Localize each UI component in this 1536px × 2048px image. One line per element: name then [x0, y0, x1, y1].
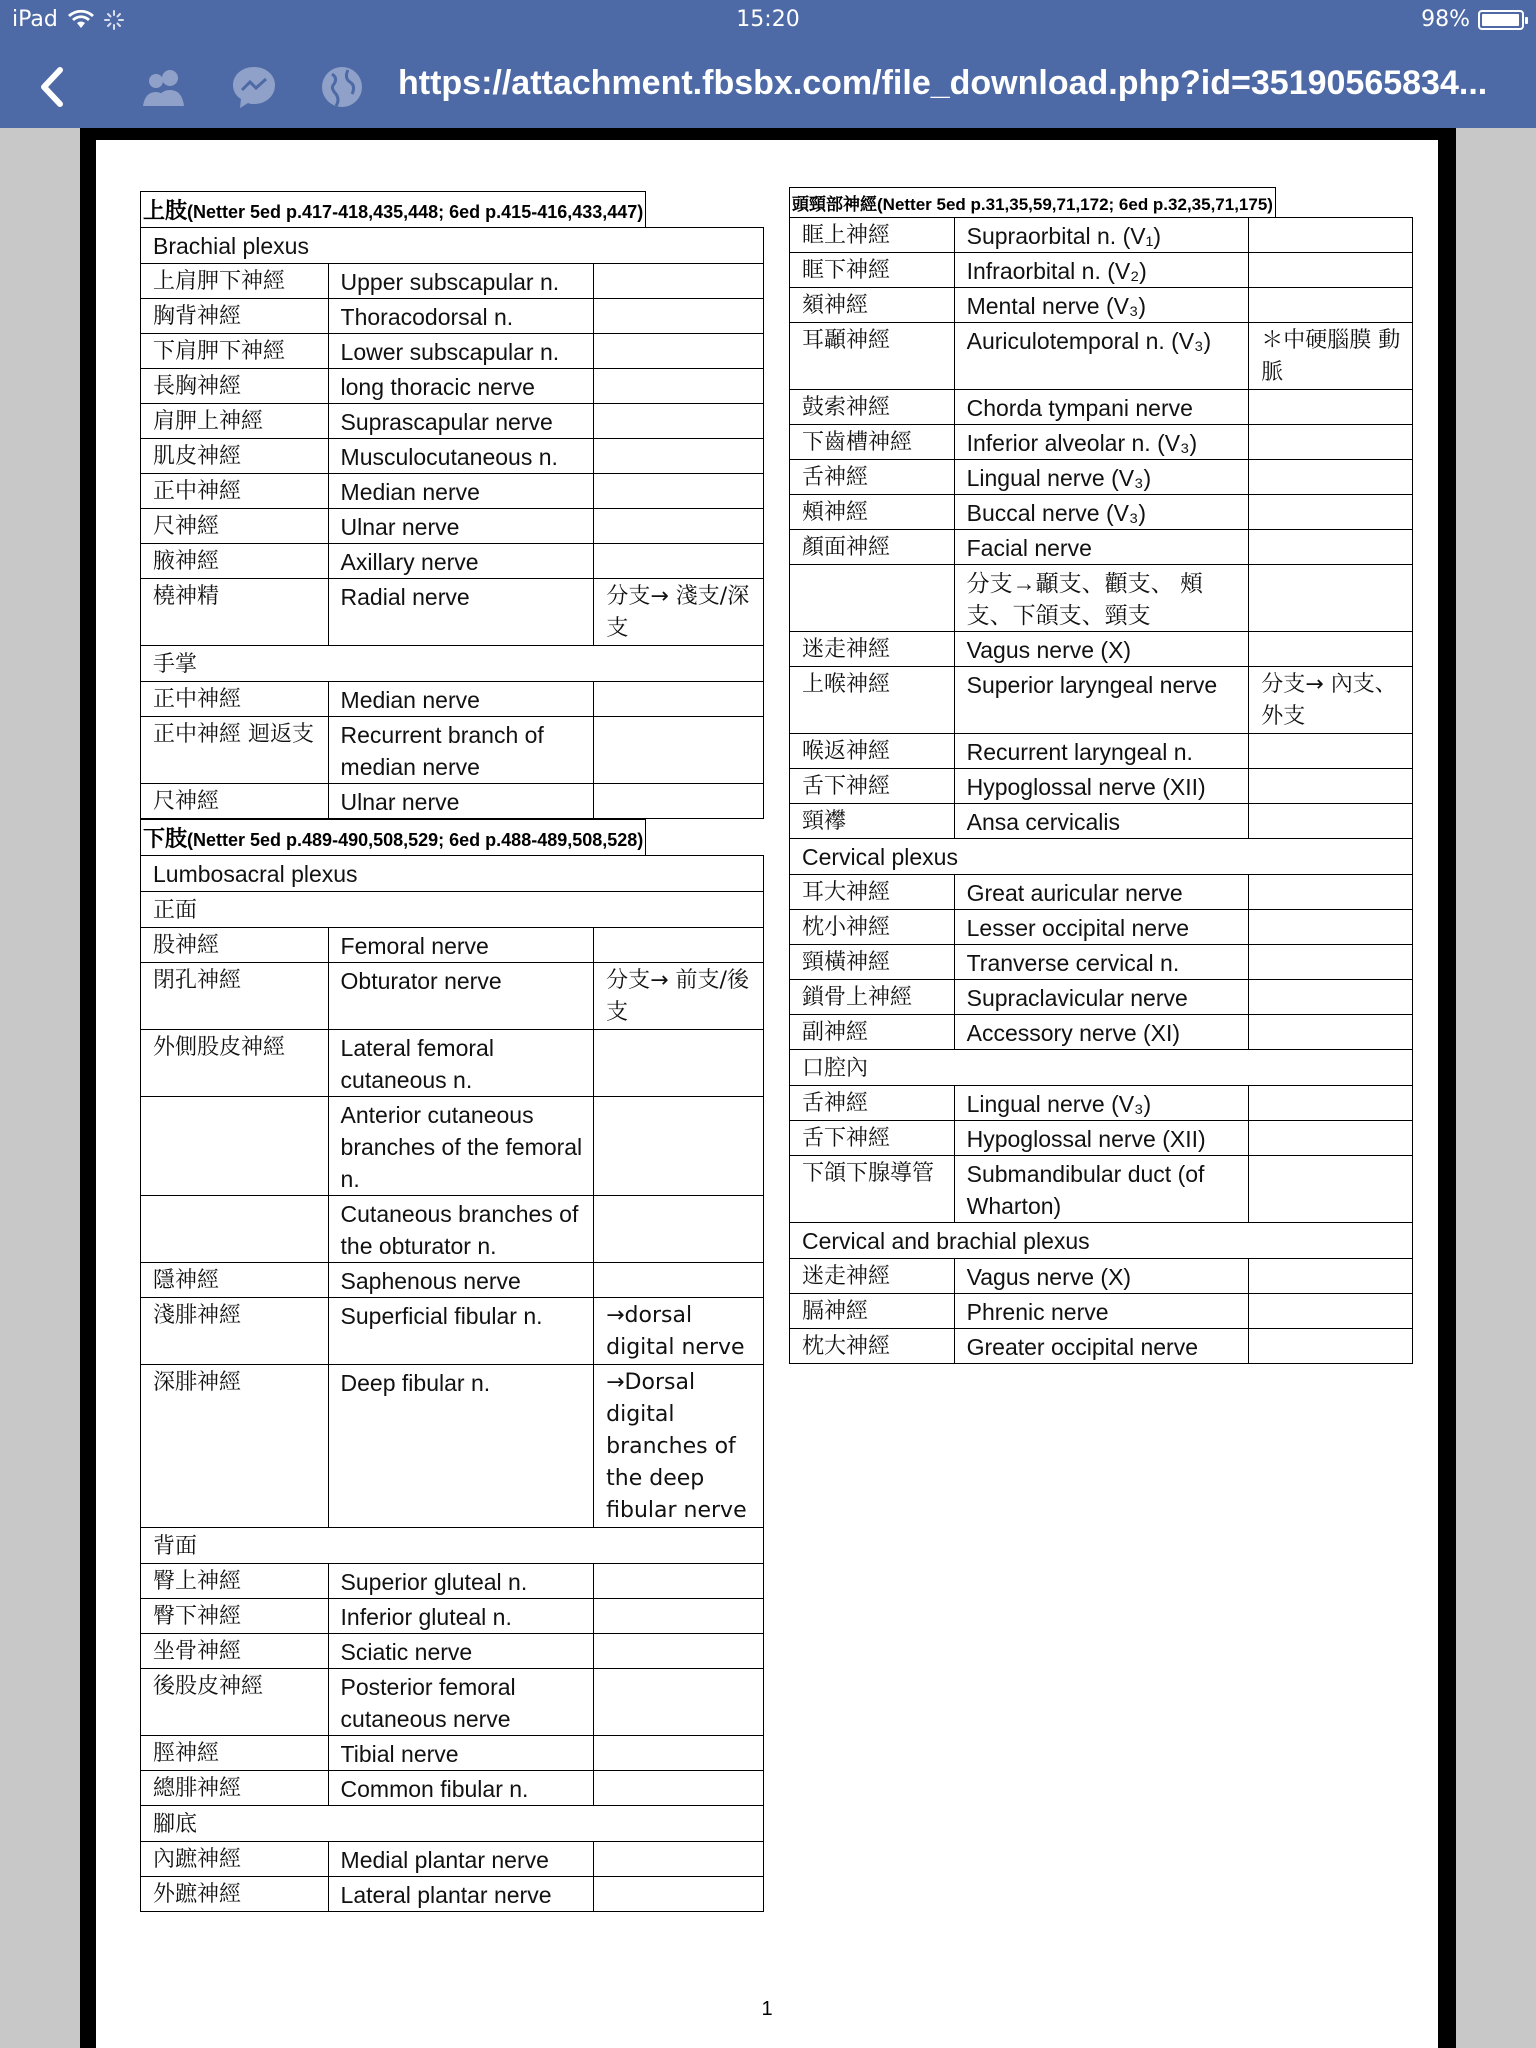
chinese-name-cell: 淺腓神經 [141, 1298, 329, 1365]
chinese-name-cell: 迷走神經 [790, 1259, 955, 1294]
table-row [141, 892, 764, 928]
note-cell: 分支→ 淺支/深支 [594, 579, 764, 646]
english-name-cell: Saphenous nerve [328, 1263, 594, 1298]
chinese-name-cell: 鎖骨上神經 [790, 980, 955, 1015]
chinese-name-cell: 枕大神經 [790, 1329, 955, 1364]
chinese-name-cell: 膈神經 [790, 1294, 955, 1329]
table-row [790, 288, 1413, 323]
english-name-cell: Recurrent branch of median nerve [328, 717, 594, 784]
chinese-name-cell: 肌皮神經 [141, 439, 329, 474]
table-row [141, 646, 764, 682]
english-name-cell: Obturator nerve [328, 963, 594, 1030]
english-name-cell: Sciatic nerve [328, 1634, 594, 1669]
chinese-name-cell: 舌神經 [790, 460, 955, 495]
note-cell [594, 1263, 764, 1298]
note-cell [1249, 565, 1413, 632]
table-row [790, 632, 1413, 667]
left-column [140, 191, 764, 1912]
table-row [790, 804, 1413, 839]
table-row [141, 264, 764, 299]
browser-nav [0, 54, 1536, 120]
note-cell [594, 1097, 764, 1196]
section-label: Cervical plexus [790, 839, 1413, 875]
chinese-name-cell: 眶上神經 [790, 218, 955, 253]
note-cell [1249, 495, 1413, 530]
note-cell [1249, 1086, 1413, 1121]
chinese-name-cell: 副神經 [790, 1015, 955, 1050]
english-name-cell: long thoracic nerve [328, 369, 594, 404]
status-right [1421, 7, 1524, 32]
chinese-name-cell: 脛神經 [141, 1736, 329, 1771]
note-cell [1249, 460, 1413, 495]
top-bar [0, 0, 1536, 128]
table-row [790, 253, 1413, 288]
chinese-name-cell: 枕小神經 [790, 910, 955, 945]
english-name-cell: Ulnar nerve [328, 784, 594, 819]
english-name-cell: Inferior alveolar n. (V₃) [954, 425, 1249, 460]
english-name-cell: Femoral nerve [328, 928, 594, 963]
note-cell [594, 1736, 764, 1771]
english-name-cell: Tranverse cervical n. [954, 945, 1249, 980]
table-row [141, 509, 764, 544]
table-row [141, 784, 764, 819]
chinese-name-cell: 內蹠神經 [141, 1842, 329, 1877]
table-row [141, 856, 764, 892]
chinese-name-cell: 頰神經 [790, 495, 955, 530]
note-cell [594, 299, 764, 334]
note-cell [1249, 804, 1413, 839]
section-label: 背面 [141, 1528, 764, 1564]
english-name-cell: Superficial fibular n. [328, 1298, 594, 1365]
table-row [141, 928, 764, 963]
english-name-cell: Mental nerve (V₃) [954, 288, 1249, 323]
battery-fill [1482, 14, 1519, 26]
chinese-name-cell: 舌神經 [790, 1086, 955, 1121]
table-row [141, 1528, 764, 1564]
english-name-cell: Accessory nerve (XI) [954, 1015, 1249, 1050]
chinese-name-cell: 總腓神經 [141, 1771, 329, 1806]
chinese-name-cell: 長胸神經 [141, 369, 329, 404]
table-row [141, 579, 764, 646]
section-label: 腳底 [141, 1806, 764, 1842]
table-row [141, 1669, 764, 1736]
lower-limb-heading: 下肢(Netter 5ed p.489-490,508,529; 6ed p.488-489,508,528) [140, 819, 646, 855]
chinese-name-cell: 尺神經 [141, 509, 329, 544]
english-name-cell: Axillary nerve [328, 544, 594, 579]
table-row [790, 1329, 1413, 1364]
table-row [141, 1736, 764, 1771]
section-label: Lumbosacral plexus [141, 856, 764, 892]
chinese-name-cell: 迷走神經 [790, 632, 955, 667]
right-column [789, 187, 1413, 1364]
english-name-cell: Lower subscapular n. [328, 334, 594, 369]
chinese-name-cell: 喉返神經 [790, 734, 955, 769]
note-cell [594, 784, 764, 819]
english-name-cell: Lingual nerve (V₃) [954, 460, 1249, 495]
table-row [141, 1599, 764, 1634]
table-row [790, 945, 1413, 980]
chinese-name-cell: 隱神經 [141, 1263, 329, 1298]
chinese-name-cell: 下肩胛下神經 [141, 334, 329, 369]
chinese-name-cell: 閉孔神經 [141, 963, 329, 1030]
chinese-name-cell: 正中神經 [141, 474, 329, 509]
chinese-name-cell: 尺神經 [141, 784, 329, 819]
note-cell [1249, 1015, 1413, 1050]
table-row [141, 544, 764, 579]
friends-icon[interactable] [140, 64, 188, 110]
table-row [141, 474, 764, 509]
english-name-cell: Deep fibular n. [328, 1365, 594, 1528]
chinese-name-cell: 正中神經 迴返支 [141, 717, 329, 784]
head-neck-table [789, 217, 1413, 1364]
chinese-name-cell: 眶下神經 [790, 253, 955, 288]
english-name-cell: Auriculotemporal n. (V₃) [954, 323, 1249, 390]
chinese-name-cell: 頸襻 [790, 804, 955, 839]
chinese-name-cell: 橈神精 [141, 579, 329, 646]
table-row [790, 495, 1413, 530]
english-name-cell: Median nerve [328, 682, 594, 717]
note-cell [594, 439, 764, 474]
table-row [141, 1263, 764, 1298]
english-name-cell: Suprascapular nerve [328, 404, 594, 439]
table-row [790, 460, 1413, 495]
table-row [141, 1877, 764, 1912]
table-row [141, 963, 764, 1030]
table-row [141, 1806, 764, 1842]
english-name-cell: Common fibular n. [328, 1771, 594, 1806]
section-label: 正面 [141, 892, 764, 928]
note-cell [1249, 910, 1413, 945]
note-cell: 分支→ 前支/後支 [594, 963, 764, 1030]
chinese-name-cell: 上肩胛下神經 [141, 264, 329, 299]
back-chevron-icon[interactable] [28, 58, 78, 116]
table-row [141, 1842, 764, 1877]
english-name-cell: Submandibular duct (of Wharton) [954, 1156, 1249, 1223]
english-name-cell: Cutaneous branches of the obturator n. [328, 1196, 594, 1263]
table-row [790, 1050, 1413, 1086]
table-row [141, 1365, 764, 1528]
chinese-name-cell: 頦神經 [790, 288, 955, 323]
english-name-cell: Median nerve [328, 474, 594, 509]
english-name-cell: Posterior femoral cutaneous nerve [328, 1669, 594, 1736]
status-time: 15:20 [736, 7, 800, 32]
table-row [790, 390, 1413, 425]
english-name-cell: Supraclavicular nerve [954, 980, 1249, 1015]
english-name-cell: Inferior gluteal n. [328, 1599, 594, 1634]
english-name-cell: Hypoglossal nerve (XII) [954, 769, 1249, 804]
table-row [790, 530, 1413, 565]
note-cell [1249, 1121, 1413, 1156]
note-cell [1249, 945, 1413, 980]
section-label: Brachial plexus [141, 228, 764, 264]
note-cell [594, 1877, 764, 1912]
note-cell [1249, 530, 1413, 565]
note-cell [594, 264, 764, 299]
document-page [96, 140, 1438, 2048]
note-cell [1249, 425, 1413, 460]
note-cell [1249, 875, 1413, 910]
english-name-cell: Recurrent laryngeal n. [954, 734, 1249, 769]
upper-limb-heading: 上肢(Netter 5ed p.417-418,435,448; 6ed p.415-416,433,447) [140, 191, 646, 227]
page-number: 1 [761, 1998, 773, 2020]
note-cell [594, 1842, 764, 1877]
note-cell [1249, 734, 1413, 769]
note-cell [594, 1771, 764, 1806]
section-label: Cervical and brachial plexus [790, 1223, 1413, 1259]
english-name-cell: Radial nerve [328, 579, 594, 646]
globe-icon[interactable] [318, 64, 366, 110]
chinese-name-cell: 上喉神經 [790, 667, 955, 734]
english-name-cell: Vagus nerve (X) [954, 632, 1249, 667]
note-cell: 分支→ 內支、外支 [1249, 667, 1413, 734]
english-name-cell: Lateral plantar nerve [328, 1877, 594, 1912]
upper-limb-table [140, 227, 764, 819]
chinese-name-cell: 股神經 [141, 928, 329, 963]
note-cell [594, 404, 764, 439]
english-name-cell: Musculocutaneous n. [328, 439, 594, 474]
chinese-name-cell: 下頜下腺導管 [790, 1156, 955, 1223]
section-label: 口腔內 [790, 1050, 1413, 1086]
section-label: 手掌 [141, 646, 764, 682]
table-row [790, 323, 1413, 390]
chinese-name-cell: 下齒槽神經 [790, 425, 955, 460]
chinese-name-cell: 頸橫神經 [790, 945, 955, 980]
table-row [790, 1156, 1413, 1223]
lower-limb-table [140, 855, 764, 1912]
chinese-name-cell: 耳大神經 [790, 875, 955, 910]
table-row [141, 682, 764, 717]
english-name-cell: Lesser occipital nerve [954, 910, 1249, 945]
table-row [790, 910, 1413, 945]
note-cell [594, 369, 764, 404]
english-name-cell: Phrenic nerve [954, 1294, 1249, 1329]
table-row [790, 667, 1413, 734]
english-name-cell: Lateral femoral cutaneous n. [328, 1030, 594, 1097]
chinese-name-cell [790, 565, 955, 632]
note-cell [594, 334, 764, 369]
table-row [790, 425, 1413, 460]
right-gutter [1456, 128, 1536, 2048]
table-row [790, 1294, 1413, 1329]
chinese-name-cell: 臀上神經 [141, 1564, 329, 1599]
note-cell [1249, 632, 1413, 667]
english-name-cell: Great auricular nerve [954, 875, 1249, 910]
note-cell [594, 474, 764, 509]
english-name-cell: Supraorbital n. (V₁) [954, 218, 1249, 253]
note-cell [594, 1599, 764, 1634]
chinese-name-cell: 坐骨神經 [141, 1634, 329, 1669]
note-cell [594, 544, 764, 579]
table-row [141, 1196, 764, 1263]
table-row [790, 1121, 1413, 1156]
english-name-cell: Tibial nerve [328, 1736, 594, 1771]
messenger-icon[interactable] [230, 64, 278, 110]
chinese-name-cell [141, 1097, 329, 1196]
table-row [141, 1771, 764, 1806]
table-row [141, 1298, 764, 1365]
chinese-name-cell: 鼓索神經 [790, 390, 955, 425]
note-cell [1249, 980, 1413, 1015]
note-cell [1249, 288, 1413, 323]
table-row [141, 334, 764, 369]
english-name-cell: Chorda tympani nerve [954, 390, 1249, 425]
english-name-cell: Medial plantar nerve [328, 1842, 594, 1877]
english-name-cell: Lingual nerve (V₃) [954, 1086, 1249, 1121]
note-cell [1249, 218, 1413, 253]
english-name-cell: Greater occipital nerve [954, 1329, 1249, 1364]
note-cell [1249, 1156, 1413, 1223]
english-name-cell: Superior laryngeal nerve [954, 667, 1249, 734]
chinese-name-cell: 外側股皮神經 [141, 1030, 329, 1097]
chinese-name-cell: 顏面神經 [790, 530, 955, 565]
note-cell: →dorsal digital nerve [594, 1298, 764, 1365]
english-name-cell: 分支→顳支、顴支、 頰支、下頜支、頸支 [954, 565, 1249, 632]
chinese-name-cell: 胸背神經 [141, 299, 329, 334]
head-neck-heading: 頭頸部神經(Netter 5ed p.31,35,59,71,172; 6ed p.32,35,71,175) [789, 187, 1276, 217]
table-row [790, 1086, 1413, 1121]
note-cell [1249, 1329, 1413, 1364]
table-row [790, 1259, 1413, 1294]
table-row [790, 734, 1413, 769]
english-name-cell: Thoracodorsal n. [328, 299, 594, 334]
english-name-cell: Superior gluteal n. [328, 1564, 594, 1599]
english-name-cell: Facial nerve [954, 530, 1249, 565]
note-cell [594, 509, 764, 544]
note-cell [594, 1669, 764, 1736]
note-cell [594, 682, 764, 717]
table-row [790, 875, 1413, 910]
chinese-name-cell: 正中神經 [141, 682, 329, 717]
english-name-cell: Hypoglossal nerve (XII) [954, 1121, 1249, 1156]
chinese-name-cell: 外蹠神經 [141, 1877, 329, 1912]
carrier-label: iPad [12, 7, 58, 32]
table-row [790, 1015, 1413, 1050]
note-cell [594, 1196, 764, 1263]
english-name-cell: Ansa cervicalis [954, 804, 1249, 839]
chinese-name-cell: 舌下神經 [790, 1121, 955, 1156]
note-cell: ＊中硬腦膜 動脈 [1249, 323, 1413, 390]
english-name-cell: Ulnar nerve [328, 509, 594, 544]
note-cell [594, 717, 764, 784]
note-cell [594, 1634, 764, 1669]
english-name-cell: Vagus nerve (X) [954, 1259, 1249, 1294]
battery-icon [1478, 10, 1524, 30]
chinese-name-cell: 臀下神經 [141, 1599, 329, 1634]
chinese-name-cell: 腋神經 [141, 544, 329, 579]
chinese-name-cell: 耳顳神經 [790, 323, 955, 390]
note-cell [1249, 769, 1413, 804]
note-cell [1249, 390, 1413, 425]
table-row [790, 769, 1413, 804]
table-row [141, 1097, 764, 1196]
english-name-cell: Buccal nerve (V₃) [954, 495, 1249, 530]
chinese-name-cell: 深腓神經 [141, 1365, 329, 1528]
table-row [141, 1634, 764, 1669]
table-row [141, 439, 764, 474]
note-cell [594, 1564, 764, 1599]
table-row [141, 717, 764, 784]
battery-percent: 98% [1421, 7, 1470, 32]
chinese-name-cell: 肩胛上神經 [141, 404, 329, 439]
chinese-name-cell [141, 1196, 329, 1263]
note-cell [594, 928, 764, 963]
table-row [141, 369, 764, 404]
table-row [790, 980, 1413, 1015]
english-name-cell: Upper subscapular n. [328, 264, 594, 299]
chinese-name-cell: 舌下神經 [790, 769, 955, 804]
address-bar-url[interactable]: https://attachment.fbsbx.com/file_download.php?id=35190565834... [398, 64, 1488, 102]
english-name-cell: Infraorbital n. (V₂) [954, 253, 1249, 288]
english-name-cell: Anterior cutaneous branches of the femoral n. [328, 1097, 594, 1196]
table-row [790, 565, 1413, 632]
table-row [790, 839, 1413, 875]
table-row [790, 218, 1413, 253]
chinese-name-cell: 後股皮神經 [141, 1669, 329, 1736]
note-cell [1249, 1294, 1413, 1329]
note-cell: →Dorsal digital branches of the deep fibular nerve [594, 1365, 764, 1528]
table-row [141, 228, 764, 264]
table-row [141, 299, 764, 334]
note-cell [594, 1030, 764, 1097]
table-row [141, 1564, 764, 1599]
table-row [790, 1223, 1413, 1259]
note-cell [1249, 253, 1413, 288]
table-row [141, 1030, 764, 1097]
table-row [141, 404, 764, 439]
note-cell [1249, 1259, 1413, 1294]
